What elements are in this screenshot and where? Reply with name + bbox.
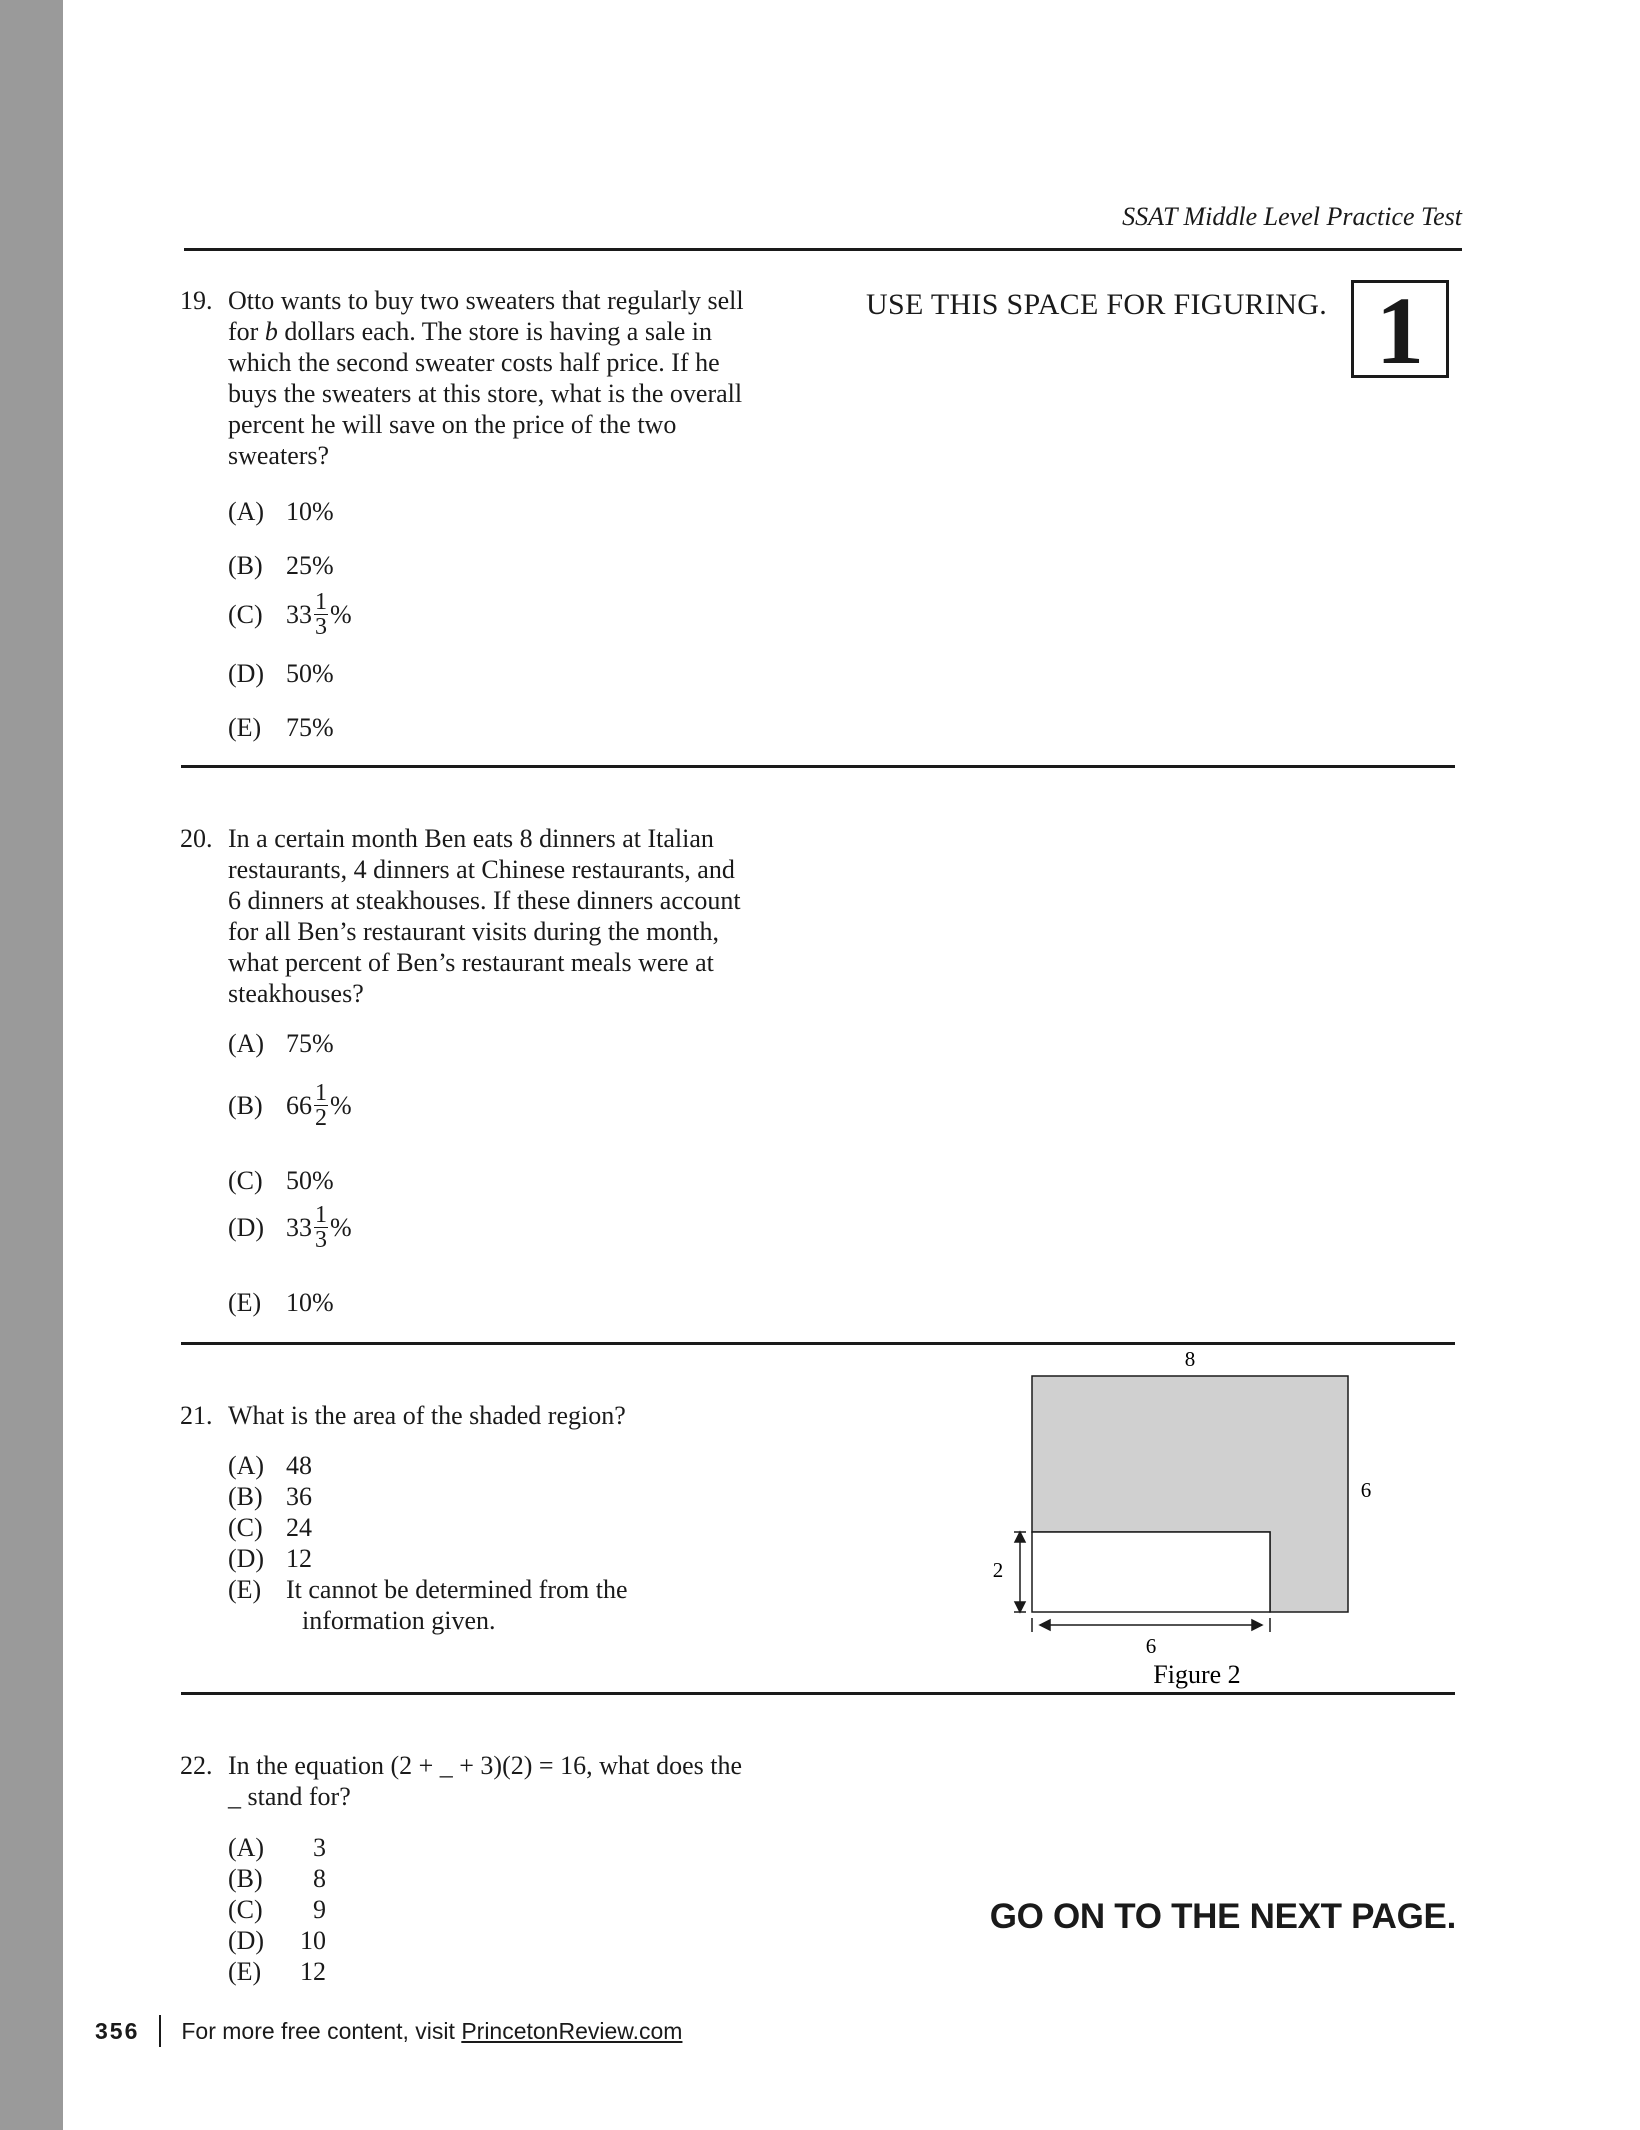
go-on-notice: GO ON TO THE NEXT PAGE. xyxy=(989,1897,1456,1936)
question-text xyxy=(228,823,741,1009)
unshaded-rectangle xyxy=(1032,1532,1270,1612)
answer-option[interactable]: (E) 12 xyxy=(228,1957,326,1986)
question-line: what percent of Ben’s restaurant meals were at xyxy=(228,948,714,977)
section-number-box: 1 xyxy=(1351,280,1449,378)
question-line: In the equation (2 + _ + 3)(2) = 16, what does the xyxy=(228,1751,743,1780)
label-top: 8 xyxy=(1184,1347,1196,1371)
answer-option[interactable]: (B) 8 xyxy=(228,1864,326,1893)
question-line: steakhouses? xyxy=(228,979,364,1008)
question-number: 19. xyxy=(180,286,213,315)
running-header: SSAT Middle Level Practice Test xyxy=(1122,202,1462,231)
question-divider xyxy=(181,765,1455,768)
width-dimension-arrow xyxy=(1032,1618,1270,1632)
question-line: What is the area of the shaded region? xyxy=(228,1401,626,1430)
figuring-note: USE THIS SPACE FOR FIGURING. xyxy=(866,288,1328,321)
footer-text xyxy=(181,2018,682,2045)
page-footer xyxy=(95,2015,682,2047)
answer-option[interactable]: (A) 75% xyxy=(228,1029,334,1058)
question-line: buys the sweaters at this store, what is the overall xyxy=(228,379,743,408)
answer-option[interactable]: (C) 33 $\frac{1}{3}$ % xyxy=(228,589,352,640)
answer-option[interactable]: (B) 25% xyxy=(228,551,334,580)
question-line: Otto wants to buy two sweaters that regularly sell xyxy=(228,286,744,315)
question-number: 22. xyxy=(180,1751,213,1780)
footer-prefix: For more free content, visit xyxy=(181,2017,462,2044)
question-line: percent he will save on the price of the two xyxy=(228,410,677,439)
question-line: _ stand for? xyxy=(228,1782,351,1811)
answer-option[interactable]: (D) 12 xyxy=(228,1544,312,1573)
question-text xyxy=(228,1400,626,1431)
answer-option[interactable]: (E) 10% xyxy=(228,1288,334,1317)
answer-option[interactable]: (A) 48 xyxy=(228,1451,312,1480)
question-text xyxy=(228,1750,742,1812)
answer-option[interactable]: (E) 75% xyxy=(228,713,334,742)
question-line: In a certain month Ben eats 8 dinners at Italian xyxy=(228,824,714,853)
question-line: 6 dinners at steakhouses. If these dinners account xyxy=(228,886,741,915)
header-rule xyxy=(184,248,1462,251)
question-number: 21. xyxy=(180,1401,213,1430)
label-right: 6 xyxy=(1360,1478,1372,1502)
footer-separator xyxy=(159,2015,161,2047)
figure-2 xyxy=(980,1340,1400,1697)
footer-link[interactable]: PrincetonReview.com xyxy=(461,2017,683,2044)
answer-option[interactable]: (C) 50% xyxy=(228,1166,334,1195)
question-line: sweaters? xyxy=(228,441,330,470)
question-number: 20. xyxy=(180,824,213,853)
page-gutter xyxy=(0,0,63,2130)
height-dimension-arrow xyxy=(1014,1532,1026,1612)
answer-option[interactable]: (B) 36 xyxy=(228,1482,312,1511)
question-line: for all Ben’s restaurant visits during the month, xyxy=(228,917,720,946)
page-number: 356 xyxy=(95,2017,140,2044)
question-line: restaurants, 4 dinners at Chinese restaurants, and xyxy=(228,855,735,884)
question-divider xyxy=(181,1692,1455,1695)
question-line: for b dollars each. The store is having a sale in xyxy=(228,317,712,346)
figure-2-diagram xyxy=(980,1340,1400,1692)
question-text xyxy=(228,285,744,471)
question-line: which the second sweater costs half price. If he xyxy=(228,348,720,377)
answer-option[interactable]: (D) 50% xyxy=(228,659,334,688)
answer-option[interactable]: (E) It cannot be determined from the xyxy=(228,1575,628,1604)
figure-caption: Figure 2 xyxy=(1153,1660,1241,1689)
answer-option[interactable]: (C) 9 xyxy=(228,1895,326,1924)
answer-option[interactable]: (B) 66 $\frac{1}{2}$ % xyxy=(228,1080,352,1131)
answer-option[interactable]: (A) 10% xyxy=(228,497,334,526)
answer-option[interactable]: (D) 10 xyxy=(228,1926,326,1955)
label-left: 2 xyxy=(992,1558,1004,1582)
answer-option-continuation: information given. xyxy=(302,1606,496,1635)
answer-option[interactable]: (C) 24 xyxy=(228,1513,312,1542)
answer-option[interactable]: (D) 33 $\frac{1}{3}$ % xyxy=(228,1202,352,1253)
label-bottom: 6 xyxy=(1145,1634,1157,1658)
answer-option[interactable]: (A) 3 xyxy=(228,1833,326,1862)
